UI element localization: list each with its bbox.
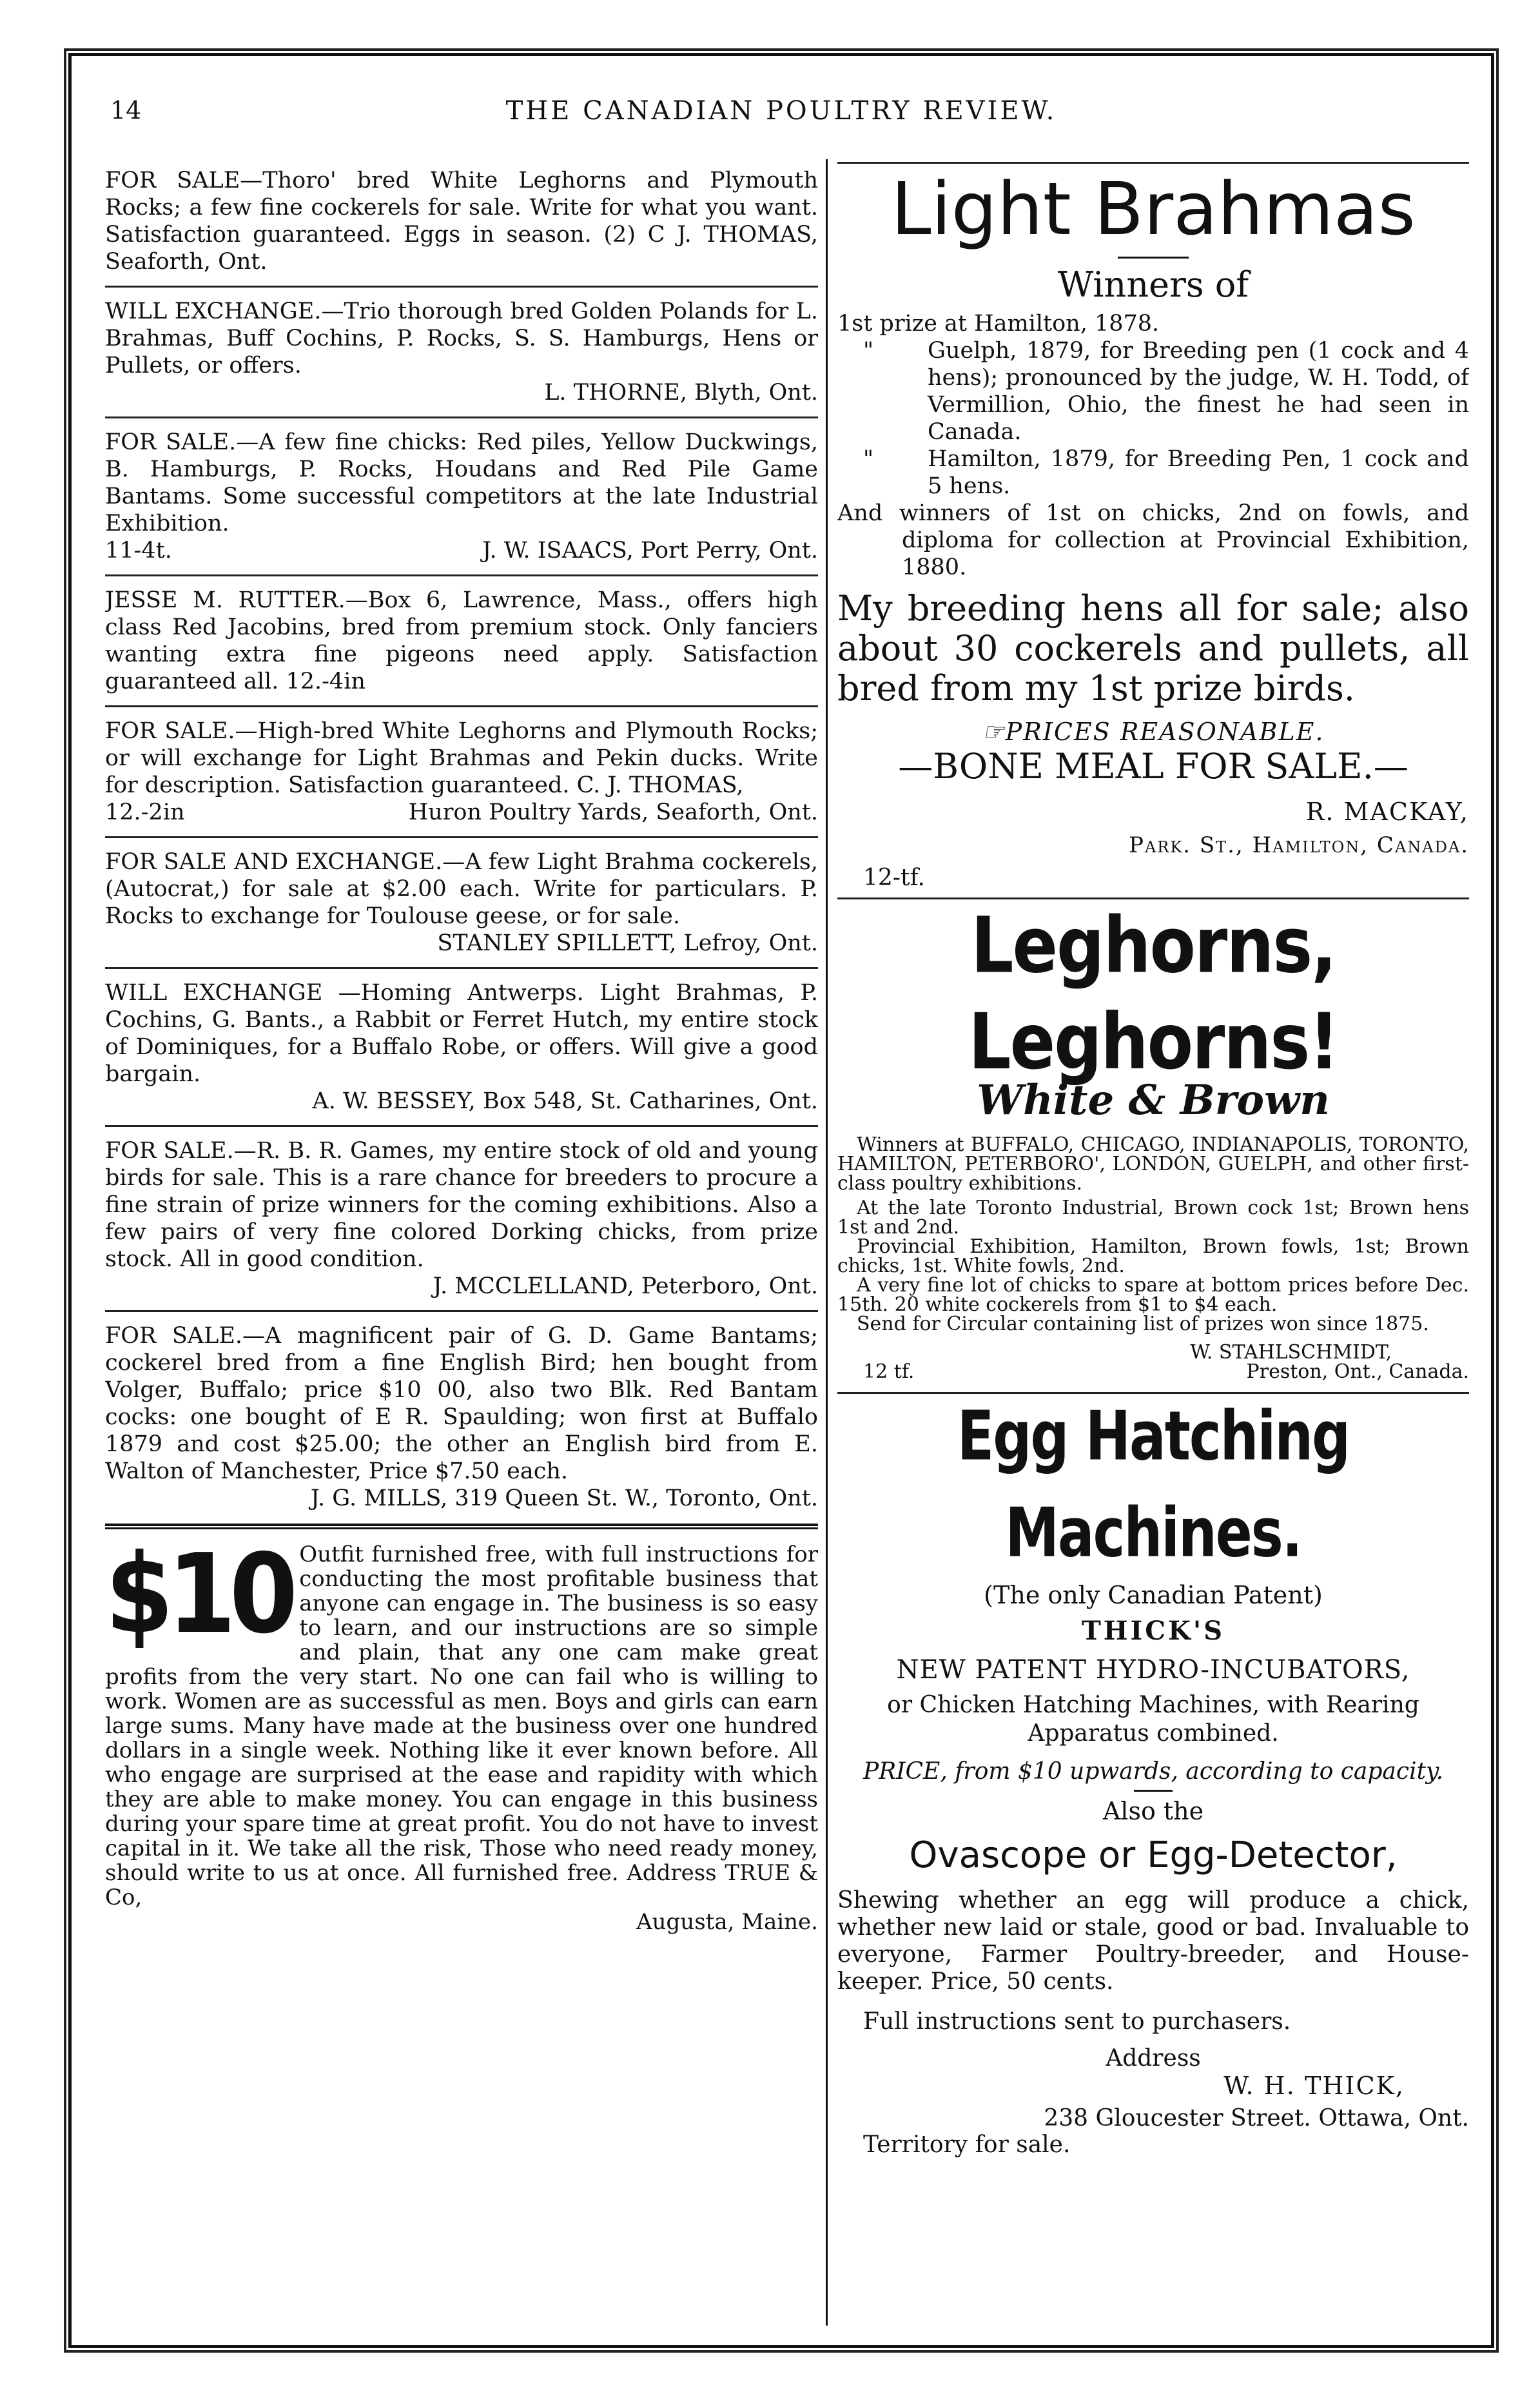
short-rule bbox=[1118, 257, 1189, 259]
territory-note: Territory for sale. bbox=[863, 2132, 1071, 2158]
ad-rule bbox=[837, 162, 1469, 164]
ad-signature: A. W. BESSEY, Box 548, St. Catharines, Ont. bbox=[312, 1088, 818, 1114]
classified-ad bbox=[105, 290, 818, 414]
ad-rule bbox=[105, 574, 818, 576]
prize-line bbox=[837, 337, 1469, 446]
leghorns-text: Provincial Exhibition, Hamilton, Brown fowls, 1st; Brown chicks, 1st. White fowls, 2nd. bbox=[837, 1235, 1469, 1277]
ad-text: WILL EXCHANGE —Homing Antwerps. Light Brahmas, P. Cochins, G. Bants., a Rabbit or Ferret Hutch, my entire stock of Dominiques, for a Buffalo Robe, or offers. Will give a good bargain. bbox=[105, 980, 818, 1087]
bone-meal: —BONE MEAL FOR SALE.— bbox=[898, 746, 1408, 787]
ad-rule bbox=[105, 286, 818, 288]
ad-signature: Huron Poultry Yards, Seaforth, Ont. bbox=[408, 799, 818, 825]
classified-ad bbox=[105, 579, 818, 703]
brahmas-body bbox=[837, 306, 1469, 589]
ad-text: FOR SALE AND EXCHANGE.—A few Light Brahma cockerels, (Autocrat,) for sale at $2.00 each. Write for particulars. P. Rocks to exchange for Toulouse geese, or for sale. bbox=[105, 849, 818, 929]
short-rule bbox=[1134, 1790, 1173, 1792]
ad-text: FOR SALE—Thoro' bred White Leghorns and Plymouth Rocks; a few fine cockerels for sale. Write for what you want. Satisfaction guaranteed. Eggs in season. (2) C J. THOMAS, Seaforth, Ont. bbox=[105, 168, 818, 275]
column-divider bbox=[826, 159, 828, 2326]
ten-dollar-ad bbox=[105, 1531, 818, 1942]
page-header bbox=[110, 96, 1452, 135]
classified-ad bbox=[105, 841, 818, 965]
also-the: Also the bbox=[1102, 1797, 1204, 1825]
leghorns-text: A very fine lot of chicks to spare at bottom prices before Dec. 15th. 20 white cockerels from $1 to $4 each. bbox=[837, 1274, 1469, 1316]
classified-ad bbox=[105, 710, 818, 834]
leghorns-ad bbox=[837, 900, 1469, 1389]
ad-signature: J. W. ISAACS, Port Perry, Ont. bbox=[482, 538, 818, 564]
classified-ad bbox=[105, 1315, 818, 1520]
advertiser-address: 238 Gloucester Street. Ottawa, Ont. bbox=[1044, 2105, 1469, 2132]
egg-title: Egg Hatching Machines. bbox=[957, 1396, 1350, 1573]
ovascope-title: Ovascope or Egg-Detector, bbox=[909, 1834, 1398, 1876]
ad-signature: J. MCCLELLAND, Peterboro, Ont. bbox=[433, 1273, 818, 1299]
leghorns-body bbox=[837, 1124, 1469, 1389]
advertiser-name: R. MACKAY, bbox=[1305, 798, 1469, 826]
egg-ad bbox=[837, 1396, 1469, 2158]
ad-code: 11-4t. bbox=[105, 538, 172, 564]
double-rule bbox=[105, 1527, 818, 1529]
ad-text: Outfit furnished free, with full instructions for conducting the most profitable business that anyone can engage in. The business is so easy to learn, and our instructions are so simple and plain, that any one cam make great profits from the very start. No one can fail who is willing to work. Women are as successful as men. Boys and girls can earn large sums. Many have made at the business over one hundred dollars in a single week. Nothing like it ever known before. All who engage are surprised at the ease and rapidity with which they are able to make money. You can engage in this business during your spare time at great profit. You do not have to invest capital in it. We take all the risk, Those who need ready money, should write to us at once. All furnished free. Address TRUE & Co, bbox=[105, 1542, 818, 1910]
advertiser-name: W. H. THICK, bbox=[1223, 2072, 1405, 2100]
ad-signature: J. G. MILLS, 319 Queen St. W., Toronto, Ont. bbox=[310, 1485, 818, 1511]
ad-rule bbox=[105, 836, 818, 838]
classified-ad bbox=[105, 159, 818, 283]
leghorns-text: Send for Circular containing list of prizes won since 1875. bbox=[857, 1313, 1429, 1335]
ad-rule bbox=[105, 416, 818, 418]
leghorns-subtitle: White & Brown bbox=[977, 1076, 1330, 1124]
ad-text: FOR SALE.—High-bred White Leghorns and Plymouth Rocks; or will exchange for Light Brahmas and Pekin ducks. Write for description. Satisfaction guaranteed. C. J. THOMAS, bbox=[105, 718, 818, 798]
instructions-note: Full instructions sent to purchasers. bbox=[863, 2008, 1291, 2035]
right-column bbox=[837, 159, 1469, 2326]
ad-rule bbox=[105, 1310, 818, 1312]
ad-signature: STANLEY SPILLETT, Lefroy, Ont. bbox=[437, 930, 818, 956]
leghorns-text: At the late Toronto Industrial, Brown cock 1st; Brown hens 1st and 2nd. bbox=[837, 1197, 1469, 1239]
brahmas-breeding: My breeding hens all for sale; also about 30 cockerels and pullets, all bred from my 1st prize birds. bbox=[837, 588, 1469, 709]
classified-ad bbox=[105, 421, 818, 572]
prize-line: 1st prize at Hamilton, 1878. bbox=[837, 311, 1160, 337]
new-patent: NEW PATENT HYDRO-INCUBATORS, bbox=[896, 1655, 1410, 1685]
ad-text: WILL EXCHANGE.—Trio thorough bred Golden Polands for L. Brahmas, Buff Cochins, P. Rocks, S. S. Hamburgs, Hens or Pullets, or offers. bbox=[105, 299, 818, 378]
chicken-machines: or Chicken Hatching Machines, with Rearing Apparatus combined. bbox=[887, 1692, 1419, 1747]
ditto-mark: " bbox=[863, 338, 874, 364]
prize-text: Hamilton, 1879, for Breeding Pen, 1 cock and 5 hens. bbox=[928, 446, 1469, 499]
prices-reasonable: ☞PRICES REASONABLE. bbox=[982, 718, 1325, 746]
patent-note: (The only Canadian Patent) bbox=[984, 1581, 1323, 1609]
ad-rule bbox=[105, 705, 818, 707]
prize-line bbox=[837, 446, 1469, 500]
prize-text: Guelph, 1879, for Breeding pen (1 cock and 4 hens); pronounced by the judge, W. H. Todd, of Vermillion, Ohio, the finest he had seen in Canada. bbox=[928, 338, 1469, 445]
ad-rule bbox=[105, 967, 818, 969]
page-title: THE CANADIAN POULTRY REVIEW. bbox=[505, 96, 1057, 126]
page-number: 14 bbox=[110, 96, 142, 124]
advertiser-address: Park. St., Hamilton, Canada. bbox=[1129, 832, 1469, 858]
ad-code: 12.-2in bbox=[105, 799, 185, 825]
ad-code: 12-tf. bbox=[863, 865, 925, 891]
ten-dollar-heading: $10 bbox=[105, 1531, 292, 1658]
ad-text: FOR SALE.—A magnificent pair of G. D. Game Bantams; cockerel bred from a fine English Bird; hen bought from Volger, Buffalo; price $10 00, also two Blk. Red Bantam cocks: one bought of E R. Spaulding; won first at Buffalo 1879 and cost $25.00; the other an English bird from E. Walton of Manchester, Price $7.50 each. bbox=[105, 1323, 818, 1484]
ditto-mark: " bbox=[863, 446, 874, 472]
classified-ad bbox=[105, 1130, 818, 1308]
page-frame bbox=[68, 53, 1494, 2348]
advertiser-address: Preston, Ont., Canada. bbox=[1246, 1360, 1469, 1383]
classified-ad bbox=[105, 972, 818, 1122]
ad-text: FOR SALE.—A few fine chicks: Red piles, Yellow Duckwings, B. Hamburgs, P. Rocks, Houdans and Red Pile Game Bantams. Some successful competitors at the late Industrial Exhibition. bbox=[105, 429, 818, 536]
double-rule bbox=[105, 1524, 818, 1526]
thicks-name: THICK'S bbox=[1081, 1616, 1225, 1646]
ad-rule bbox=[105, 1125, 818, 1127]
ad-text: JESSE M. RUTTER.—Box 6, Lawrence, Mass., offers high class Red Jacobins, bred from premium stock. Only fanciers wanting extra fine pigeons need apply. Satisfaction guaranteed all. 12.-4in bbox=[105, 587, 818, 694]
ad-text: FOR SALE.—R. B. R. Games, my entire stock of old and young birds for sale. This is a rare chance for breeders to procure a fine strain of prize winners for the coming exhibitions. Also a few pairs of very fine colored Dorking chicks, from prize stock. All in good condition. bbox=[105, 1138, 818, 1272]
ad-signature: Augusta, Maine. bbox=[636, 1909, 818, 1935]
left-column bbox=[105, 159, 818, 2326]
prize-line: And winners of 1st on chicks, 2nd on fowls, and diploma for collection at Provincial Exhibition, 1880. bbox=[837, 500, 1469, 580]
brahmas-ad bbox=[837, 168, 1469, 891]
brahmas-subtitle: Winners of bbox=[1057, 264, 1249, 305]
ad-code: 12 tf. bbox=[863, 1360, 915, 1383]
ad-signature: L. THORNE, Blyth, Ont. bbox=[544, 380, 818, 406]
address-label: Address bbox=[1106, 2045, 1201, 2072]
ovascope-text: Shewing whether an egg will produce a chick, whether new laid or stale, good or bad. Invaluable to everyone, Farmer Poultry-breeder, and House-keeper. Price, 50 cents. bbox=[837, 1887, 1469, 1995]
brahmas-title: Light Brahmas bbox=[891, 168, 1416, 251]
advertiser-name: W. STAHLSCHMIDT, bbox=[1190, 1341, 1392, 1364]
leghorns-text: Winners at BUFFALO, CHICAGO, INDIANAPOLIS, TORONTO, HAMILTON, PETERBORO', LONDON, GUELPH, and other first-class poultry exhibitions. bbox=[837, 1133, 1469, 1195]
price-line: PRICE, from $10 upwards, according to capacity. bbox=[863, 1758, 1444, 1785]
leghorns-title: Leghorns, Leghorns! bbox=[968, 900, 1338, 1087]
